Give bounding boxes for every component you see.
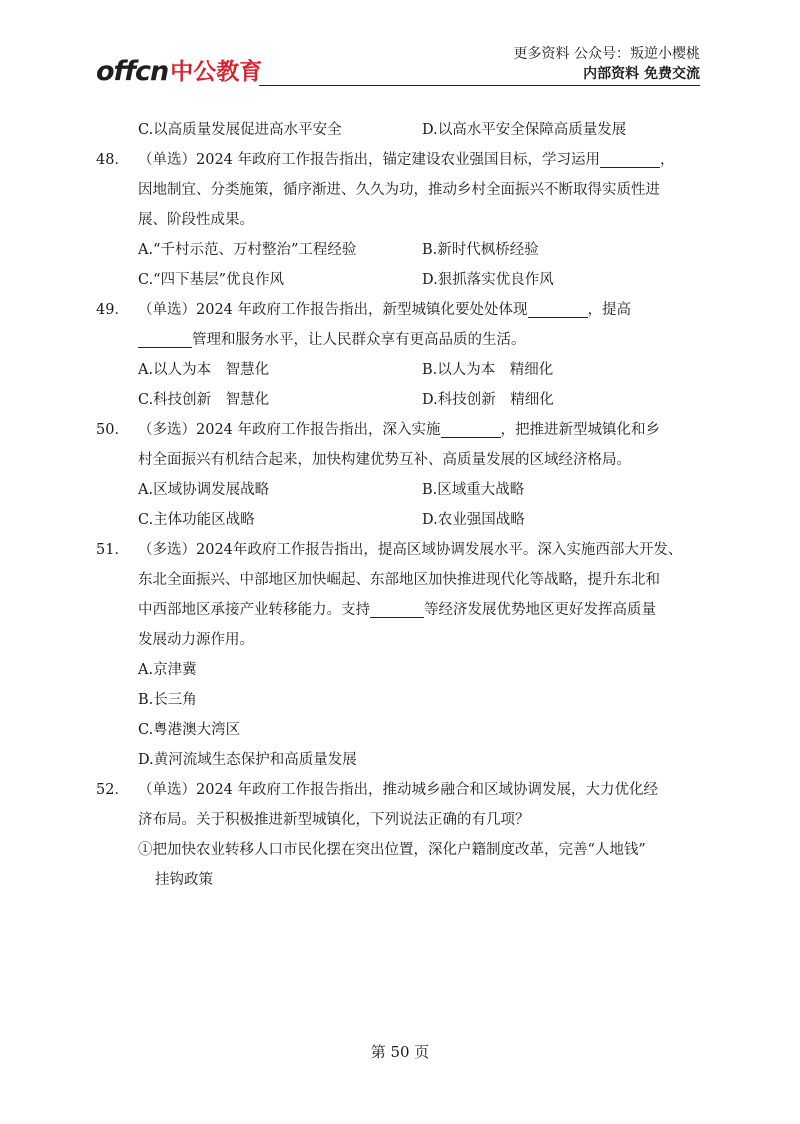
options-row — [96, 385, 706, 415]
answer-blank — [600, 149, 660, 168]
option-d: D.以高水平安全保障高质量发展 — [422, 122, 627, 138]
page-content — [96, 115, 706, 895]
question-text-line: 52． （单选）2024 年政府工作报告指出，推动城乡融合和区域协调发展，大力优化经 — [96, 775, 706, 805]
option-c: C.“四下基层”优良作风 — [138, 272, 285, 288]
option-b: B.新时代枫桥经验 — [422, 242, 539, 258]
question-text-line: 东北全面振兴、中部地区加快崛起、东部地区加快推进现代化等战略，提升东北和 — [138, 572, 660, 588]
question-52 — [96, 775, 706, 895]
question-51 — [96, 535, 706, 775]
question-number: 49． — [96, 302, 129, 318]
question-text-line: 中西部地区承接产业转移能力。支持 等经济发展优势地区更好发挥高质量 — [96, 595, 706, 625]
option-a: A.区域协调发展战略 — [138, 482, 270, 498]
question-text-line: 48． （单选）2024 年政府工作报告指出，锚定建设农业强国目标，学习运用 ， — [96, 145, 706, 175]
question-48 — [96, 145, 706, 295]
header-info-line1: 更多资料 公众号：叛逆小樱桃 — [513, 46, 700, 62]
prev-question-options — [96, 115, 706, 145]
question-number: 50． — [96, 422, 129, 438]
answer-blank — [441, 419, 501, 438]
option-d: D.农业强国战略 — [422, 512, 525, 528]
options-row — [96, 475, 706, 505]
option-b: B.区域重大战略 — [422, 482, 525, 498]
option-b: B.长三角 — [138, 692, 197, 708]
options-row — [96, 355, 706, 385]
question-text-line: 50． （多选）2024 年政府工作报告指出，深入实施 ，把推进新型城镇化和乡 — [96, 415, 706, 445]
question-text-line: 展、阶段性成果。 — [138, 212, 254, 228]
option-d: D.狠抓落实优良作风 — [422, 272, 554, 288]
option-a: A.京津冀 — [138, 662, 197, 678]
question-49 — [96, 295, 706, 415]
question-text-line: 济布局。关于积极推进新型城镇化，下列说法正确的有几项？ — [138, 812, 530, 828]
option-d: D.科技创新 精细化 — [422, 392, 554, 408]
question-text-line: 村全面振兴有机结合起来，加快构建优势互补、高质量发展的区域经济格局。 — [138, 452, 631, 468]
option-b: B.以人为本 精细化 — [422, 362, 554, 378]
page-number: 第 50 页 — [370, 1043, 430, 1061]
question-text-line: 因地制宜、分类施策，循序渐进、久久为功，推动乡村全面振兴不断取得实质性进 — [138, 182, 660, 198]
offcn-logo — [96, 58, 262, 86]
statement-item-1: ①把加快农业转移人口市民化摆在突出位置，深化户籍制度改革，完善“人地钱” — [138, 842, 646, 858]
option-c: C.粤港澳大湾区 — [138, 722, 241, 738]
option-c: C.以高质量发展促进高水平安全 — [138, 122, 342, 138]
statement-item-1-cont: 挂钩政策 — [155, 872, 213, 888]
page-header — [96, 44, 700, 86]
answer-blank — [528, 299, 588, 318]
question-number: 51． — [96, 542, 129, 558]
question-number: 52． — [96, 782, 129, 798]
answer-blank — [370, 599, 424, 618]
header-info — [514, 44, 700, 84]
option-c: C.主体功能区战略 — [138, 512, 255, 528]
question-50 — [96, 415, 706, 535]
option-d: D.黄河流域生态保护和高质量发展 — [138, 752, 357, 768]
question-text-line: 管理和服务水平，让人民群众享有更高品质的生活。 — [96, 325, 706, 355]
question-text-line: 49． （单选）2024 年政府工作报告指出，新型城镇化要处处体现 ，提高 — [96, 295, 706, 325]
options-row — [96, 235, 706, 265]
options-row — [96, 505, 706, 535]
answer-blank — [138, 329, 192, 348]
logo-text-en: offcn — [96, 56, 169, 87]
question-text-line: 51． （多选）2024年政府工作报告指出，提高区域协调发展水平。深入实施西部大开发、 — [96, 535, 706, 565]
option-a: A.“千村示范、万村整治”工程经验 — [138, 242, 357, 258]
question-text-line: 发展动力源作用。 — [138, 632, 254, 648]
logo-text-cn: 中公教育 — [170, 59, 263, 85]
options-row — [96, 265, 706, 295]
header-info-line2: 内部资料 免费交流 — [583, 66, 700, 82]
question-number: 48． — [96, 152, 129, 168]
option-c: C.科技创新 智慧化 — [138, 392, 270, 408]
header-divider — [259, 85, 700, 86]
option-a: A.以人为本 智慧化 — [138, 362, 270, 378]
